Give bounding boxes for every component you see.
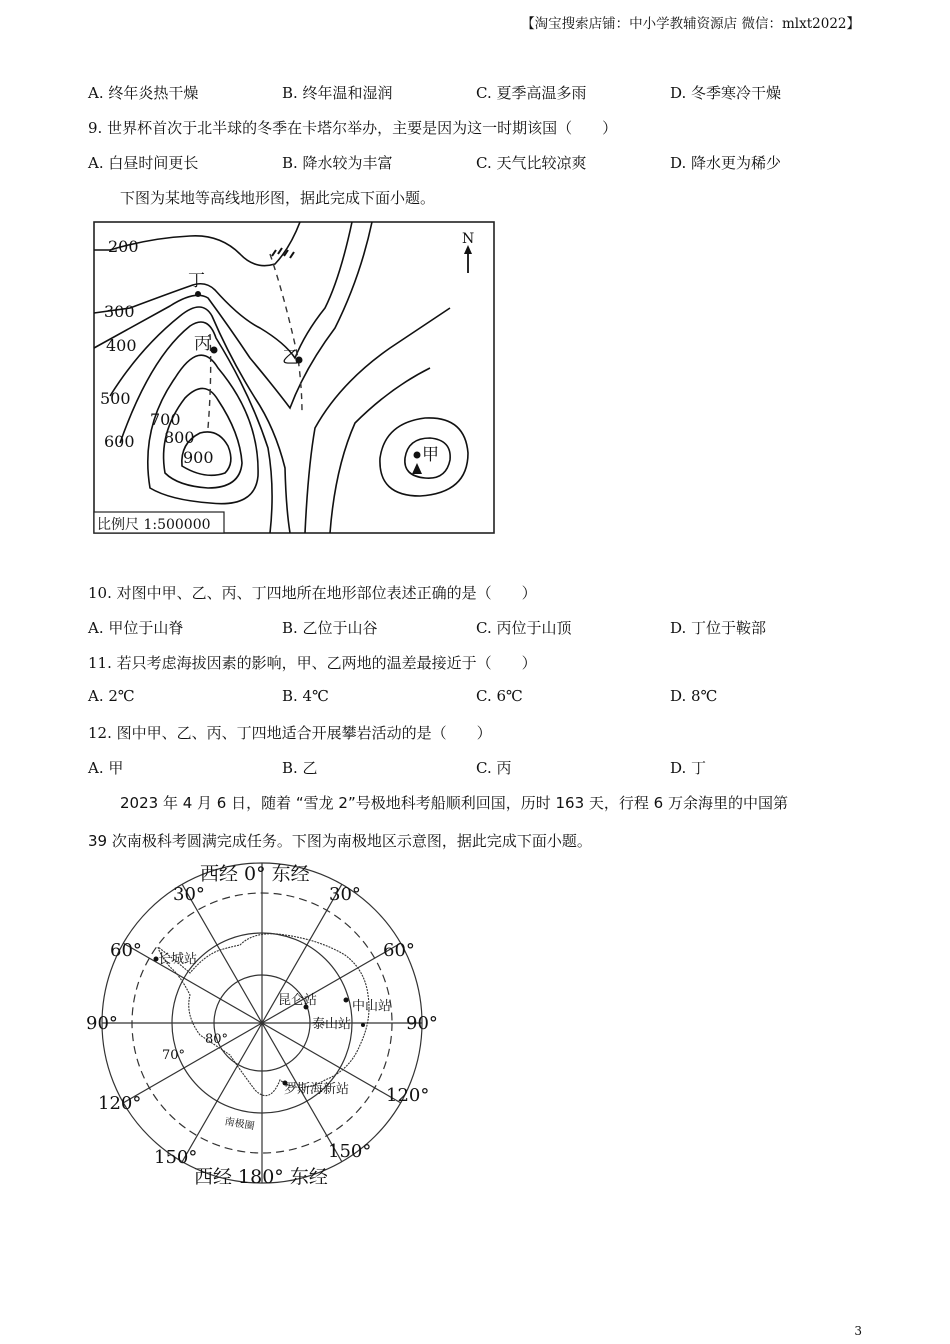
- label-600: 600: [104, 432, 135, 451]
- station-kunlun: 昆仑站: [278, 993, 318, 1008]
- q8-option-d: D. 冬季寒冷干燥: [670, 84, 782, 102]
- label-500: 500: [100, 389, 131, 408]
- q11-option-b: B. 4℃: [282, 687, 329, 705]
- q9-option-b: B. 降水较为丰富: [282, 154, 393, 172]
- q10-stem: 10. 对图中甲、乙、丙、丁四地所在地形部位表述正确的是（ ）: [88, 584, 537, 602]
- place-jia: 甲: [422, 445, 439, 465]
- station-zhongshan: 中山站: [352, 999, 392, 1014]
- station-taishan: 泰山站: [312, 1017, 352, 1032]
- lon-30w: 30°: [173, 884, 205, 905]
- q11-stem: 11. 若只考虑海拔因素的影响，甲、乙两地的温差最接近于（ ）: [88, 654, 537, 672]
- lon-90w: 90°: [86, 1013, 118, 1034]
- antarctic-circle-label: 南极圈: [223, 1116, 256, 1133]
- antarctic-map: [80, 855, 450, 1195]
- q9-option-c: C. 天气比较凉爽: [476, 154, 587, 172]
- lon-120w: 120°: [98, 1093, 142, 1114]
- q10-option-b: B. 乙位于山谷: [282, 619, 378, 637]
- q8-option-b: B. 终年温和湿润: [282, 84, 393, 102]
- q10-option-a: A. 甲位于山脊: [88, 619, 184, 637]
- place-ding: 丁: [188, 271, 205, 291]
- lon-60w: 60°: [110, 940, 142, 961]
- intro-contour: 下图为某地等高线地形图，据此完成下面小题。: [120, 189, 436, 207]
- page-header: 【淘宝搜索店铺：中小学教辅资源店 微信：mlxt2022】: [521, 16, 860, 32]
- place-bing: 丙: [194, 334, 211, 354]
- q8-option-c: C. 夏季高温多雨: [476, 84, 587, 102]
- q12-option-d: D. 丁: [670, 759, 707, 777]
- station-changcheng: 长城站: [158, 952, 198, 967]
- map-top-label: 西经 0° 东经: [200, 863, 310, 885]
- q9-stem: 9. 世界杯首次于北半球的冬季在卡塔尔举办，主要是因为这一时期该国（ ）: [88, 119, 618, 137]
- lon-30e: 30°: [329, 884, 361, 905]
- label-300: 300: [104, 302, 135, 321]
- page-number: 3: [854, 1324, 862, 1338]
- q9-option-d: D. 降水更为稀少: [670, 154, 782, 172]
- q11-option-d: D. 8℃: [670, 687, 718, 705]
- contour-map: [90, 218, 498, 538]
- q9-option-a: A. 白昼时间更长: [88, 154, 199, 172]
- q12-option-a: A. 甲: [88, 759, 124, 777]
- scale-label: 比例尺 1:500000: [97, 517, 211, 533]
- lon-150w: 150°: [154, 1147, 198, 1168]
- label-400: 400: [106, 336, 137, 355]
- lat-80: 80°: [205, 1032, 229, 1047]
- lon-150e: 150°: [328, 1141, 372, 1162]
- q10-option-c: C. 丙位于山顶: [476, 619, 572, 637]
- label-900: 900: [183, 448, 214, 467]
- label-800: 800: [164, 428, 195, 447]
- label-200: 200: [108, 237, 139, 256]
- q11-option-a: A. 2℃: [88, 687, 135, 705]
- station-rossnew: 罗斯海新站: [284, 1082, 350, 1097]
- lon-90e: 90°: [406, 1013, 438, 1034]
- q12-option-b: B. 乙: [282, 759, 318, 777]
- q12-option-c: C. 丙: [476, 759, 512, 777]
- intro-antarctic-line2: 39 次南极科考圆满完成任务。下图为南极地区示意图，据此完成下面小题。: [88, 832, 592, 850]
- q11-option-c: C. 6℃: [476, 687, 523, 705]
- north-label: N: [462, 231, 475, 247]
- label-700: 700: [150, 410, 181, 429]
- map-bottom-label: 西经 180° 东经: [194, 1166, 328, 1188]
- q8-option-a: A. 终年炎热干燥: [88, 84, 199, 102]
- q12-stem: 12. 图中甲、乙、丙、丁四地适合开展攀岩活动的是（ ）: [88, 724, 492, 742]
- lon-60e: 60°: [383, 940, 415, 961]
- lon-120e: 120°: [386, 1085, 430, 1106]
- lat-70: 70°: [162, 1048, 186, 1063]
- intro-antarctic-line1: 2023 年 4 月 6 日，随着 “雪龙 2”号极地科考船顺利回国，历时 163 天，行程 6 万余海里的中国第: [120, 794, 788, 812]
- place-yi: 乙: [282, 348, 299, 368]
- q10-option-d: D. 丁位于鞍部: [670, 619, 767, 637]
